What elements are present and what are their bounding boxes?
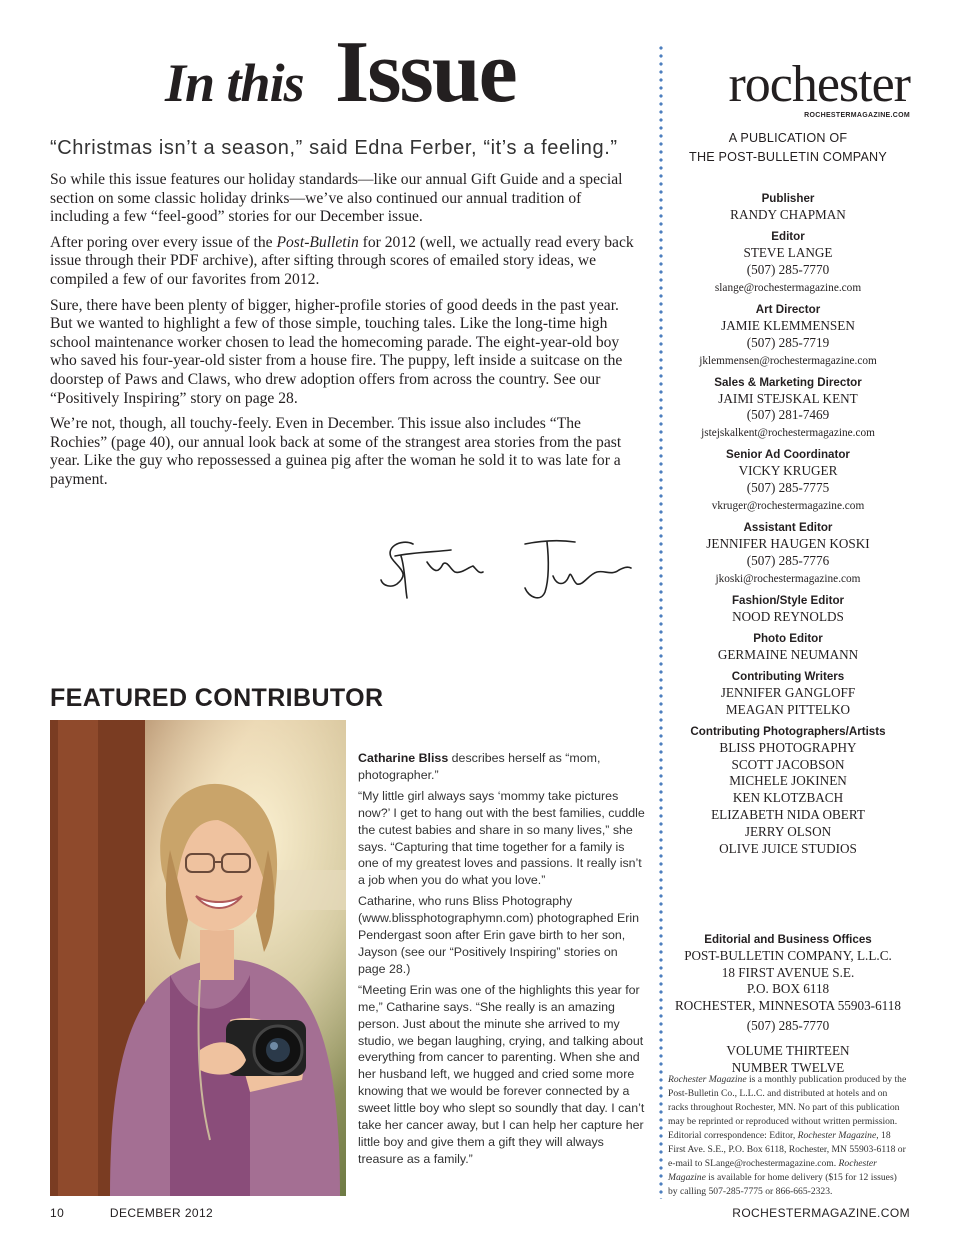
- office-line: ROCHESTER, MINNESOTA 55903-6118: [675, 997, 901, 1013]
- letter-paragraph: Sure, there have been plenty of bigger, higher-profile stories of good deeds in the past year. But we wanted to highlight a few of those simple, touching tales. Like the long-time high school maintenance worker chosen to lead the homecoming parade. The eight-year-old boy who saved his four-year-old sister from a house fire. The puppy, left inside a suitcase on the doorstep of Paws and Claws, who drew adoption offers from across the country. See our “Positively Inspiring” story on page 28.: [50, 296, 623, 407]
- credit-email: jkoski@rochestermagazine.com: [715, 572, 861, 585]
- credit-name: MICHELE JOKINEN: [729, 773, 847, 789]
- credit-name: BLISS PHOTOGRAPHY: [719, 739, 857, 755]
- contributor-paragraph: Catharine, who runs Bliss Photography (www.blissphotographymn.com) photographed Erin Pendergast soon after Erin gave birth to her son, Jayson (see our “Positively Inspiring” stories on page 28.): [358, 894, 639, 976]
- credit-name: ELIZABETH NIDA OBERT: [711, 807, 865, 823]
- footer-left: [50, 1206, 213, 1220]
- credit-role: Senior Ad Coordinator: [726, 448, 850, 462]
- page-title: [165, 18, 565, 121]
- editor-signature: [375, 530, 635, 610]
- credit-phone: (507) 281-7469: [746, 407, 830, 423]
- letter-paragraph: We’re not, though, all touchy-feely. Even in December. This issue also includes “The Rochies” (page 40), our annual look back at some of the strangest area stories from the past year. Like the guy who repossessed a guinea pig after the woman he sold it to was late for a payment.: [50, 415, 622, 488]
- contributor-intro: Catharine Bliss describes herself as “mom, photographer.”: [358, 751, 601, 782]
- office-line: 18 FIRST AVENUE S.E.: [721, 964, 855, 980]
- credit-role: Art Director: [755, 302, 821, 316]
- credit-phone: (507) 285-7775: [746, 480, 830, 496]
- masthead: [666, 56, 910, 167]
- office-line: P.O. BOX 6118: [746, 981, 830, 997]
- column-divider: [659, 44, 663, 1199]
- letter-quote: “Christmas isn’t a season,” said Edna Ferber, “it’s a feeling.”: [50, 137, 618, 159]
- logo-url: ROCHESTERMAGAZINE.COM: [804, 112, 910, 119]
- staff-credits: [666, 186, 910, 858]
- credit-role: Assistant Editor: [743, 521, 833, 535]
- credit-name: VICKY KRUGER: [738, 463, 838, 479]
- credit-name: JERRY OLSON: [744, 824, 832, 840]
- credit-role: Sales & Marketing Director: [714, 375, 862, 389]
- volume-info: VOLUME THIRTEEN NUMBER TWELVE: [726, 1042, 850, 1075]
- office-phone: (507) 285-7770: [746, 1018, 830, 1034]
- credit-role: Editor: [771, 229, 805, 243]
- credit-role: Publisher: [761, 192, 815, 205]
- credit-role: Contributing Writers: [731, 669, 845, 683]
- letter-paragraph: So while this issue features our holiday standards—like our annual Gift Guide and a special section on some classic holiday drinks—we’ve also continued our annual tradition of including a few “feel-good” stories for our December issue.: [50, 171, 623, 226]
- credit-phone: (507) 285-7770: [746, 261, 830, 277]
- credit-role: Fashion/Style Editor: [731, 593, 845, 607]
- credit-email: vkruger@rochestermagazine.com: [711, 500, 865, 513]
- credit-name: STEVE LANGE: [743, 244, 833, 260]
- issue-date: DECEMBER 2012: [109, 1206, 214, 1220]
- page-number: 10: [50, 1206, 65, 1220]
- credit-role: Contributing Photographers/Artists: [690, 724, 886, 738]
- contributor-bio: [358, 750, 646, 1172]
- credit-name: OLIVE JUICE STUDIOS: [719, 841, 857, 857]
- contributor-paragraph: “Meeting Erin was one of the highlights this year for me,” Catharine says. “She really is an amazing person. Just about the minute she arrived to my studio, we began laughing, crying, and talking about everything from cancer to parenting. When she and her husband left, we hugged and cried some more knowing that we would be forever connected by a sweet little boy who slept so soundly that day. I can’t take her cancer away, but I can help her capture her little boy and give them a gift they will always treasure as a family.”: [358, 982, 645, 1166]
- contributor-photo: [50, 720, 346, 1196]
- credit-role: Photo Editor: [753, 631, 823, 645]
- credit-name: JAMIE KLEMMENSEN: [721, 317, 855, 333]
- credit-phone: (507) 285-7776: [746, 553, 830, 569]
- footer-site: ROCHESTERMAGAZINE.COM: [732, 1206, 910, 1220]
- credit-name: GERMAINE NEUMANN: [717, 646, 859, 662]
- letter-paragraph: After poring over every issue of the Post-Bulletin for 2012 (well, we actually read every back issue through their PDF archive), after sifting through scores of emailed story ideas, we compiled a few of our favorites from 2012.: [50, 233, 634, 288]
- office-line: POST-BULLETIN COMPANY, L.L.C.: [684, 948, 892, 963]
- page-title-large: Issue: [335, 24, 516, 121]
- credit-name: JENNIFER GANGLOFF: [720, 684, 856, 700]
- featured-contributor-heading: FEATURED CONTRIBUTOR: [50, 684, 384, 712]
- credit-email: slange@rochestermagazine.com: [714, 281, 862, 294]
- credit-phone: (507) 285-7719: [746, 334, 830, 350]
- contributor-name: Catharine Bliss: [358, 751, 449, 765]
- business-offices: [666, 927, 910, 1076]
- credit-name: SCOTT JACOBSON: [731, 756, 845, 772]
- credit-name: RANDY CHAPMAN: [730, 207, 846, 222]
- contributor-paragraph: “My little girl always says ‘mommy take pictures now?’ I get to hang out with the best families, cuddle the cutest babies and share in so many lives,” she says. “Capturing that time together for a family is one of my greatest loves and passions. It really isn’t a job when you do what you love.”: [358, 788, 645, 888]
- credit-name: NOOD REYNOLDS: [732, 608, 844, 624]
- offices-heading: Editorial and Business Offices: [704, 933, 872, 946]
- publication-fine-print: Rochester Magazine is a monthly publication produced by the Post-Bulletin Co., L.L.C. and distributed at hotels and on racks throughout Rochester, MN. No part of this publication may be reprinted or reproduced without written permission. Editorial correspondence: Editor, Rochester Magazine, 18 First Ave. S.E., P.O. Box 6118, Rochester, MN 55903-6118 or e-mail to SLange@rochestermagazine.com. Rochester Magazine is available for home delivery ($15 for 12 issues) by calling 507-285-7775 or 866-665-2323.: [668, 1074, 907, 1197]
- magazine-logo: rochester: [728, 56, 910, 113]
- editor-letter: [50, 171, 640, 497]
- credit-name: JAIMI STEJSKAL KENT: [718, 390, 858, 406]
- credit-email: jklemmensen@rochestermagazine.com: [699, 354, 877, 367]
- credit-name: KEN KLOTZBACH: [732, 790, 844, 806]
- credit-name: MEAGAN PITTELKO: [725, 701, 851, 717]
- page-title-small: In this: [165, 53, 304, 113]
- credit-email: jstejskalkent@rochestermagazine.com: [701, 427, 875, 440]
- credit-name: JENNIFER HAUGEN KOSKI: [706, 536, 870, 552]
- publication-line: A PUBLICATION OF THE POST-BULLETIN COMPANY: [689, 131, 887, 164]
